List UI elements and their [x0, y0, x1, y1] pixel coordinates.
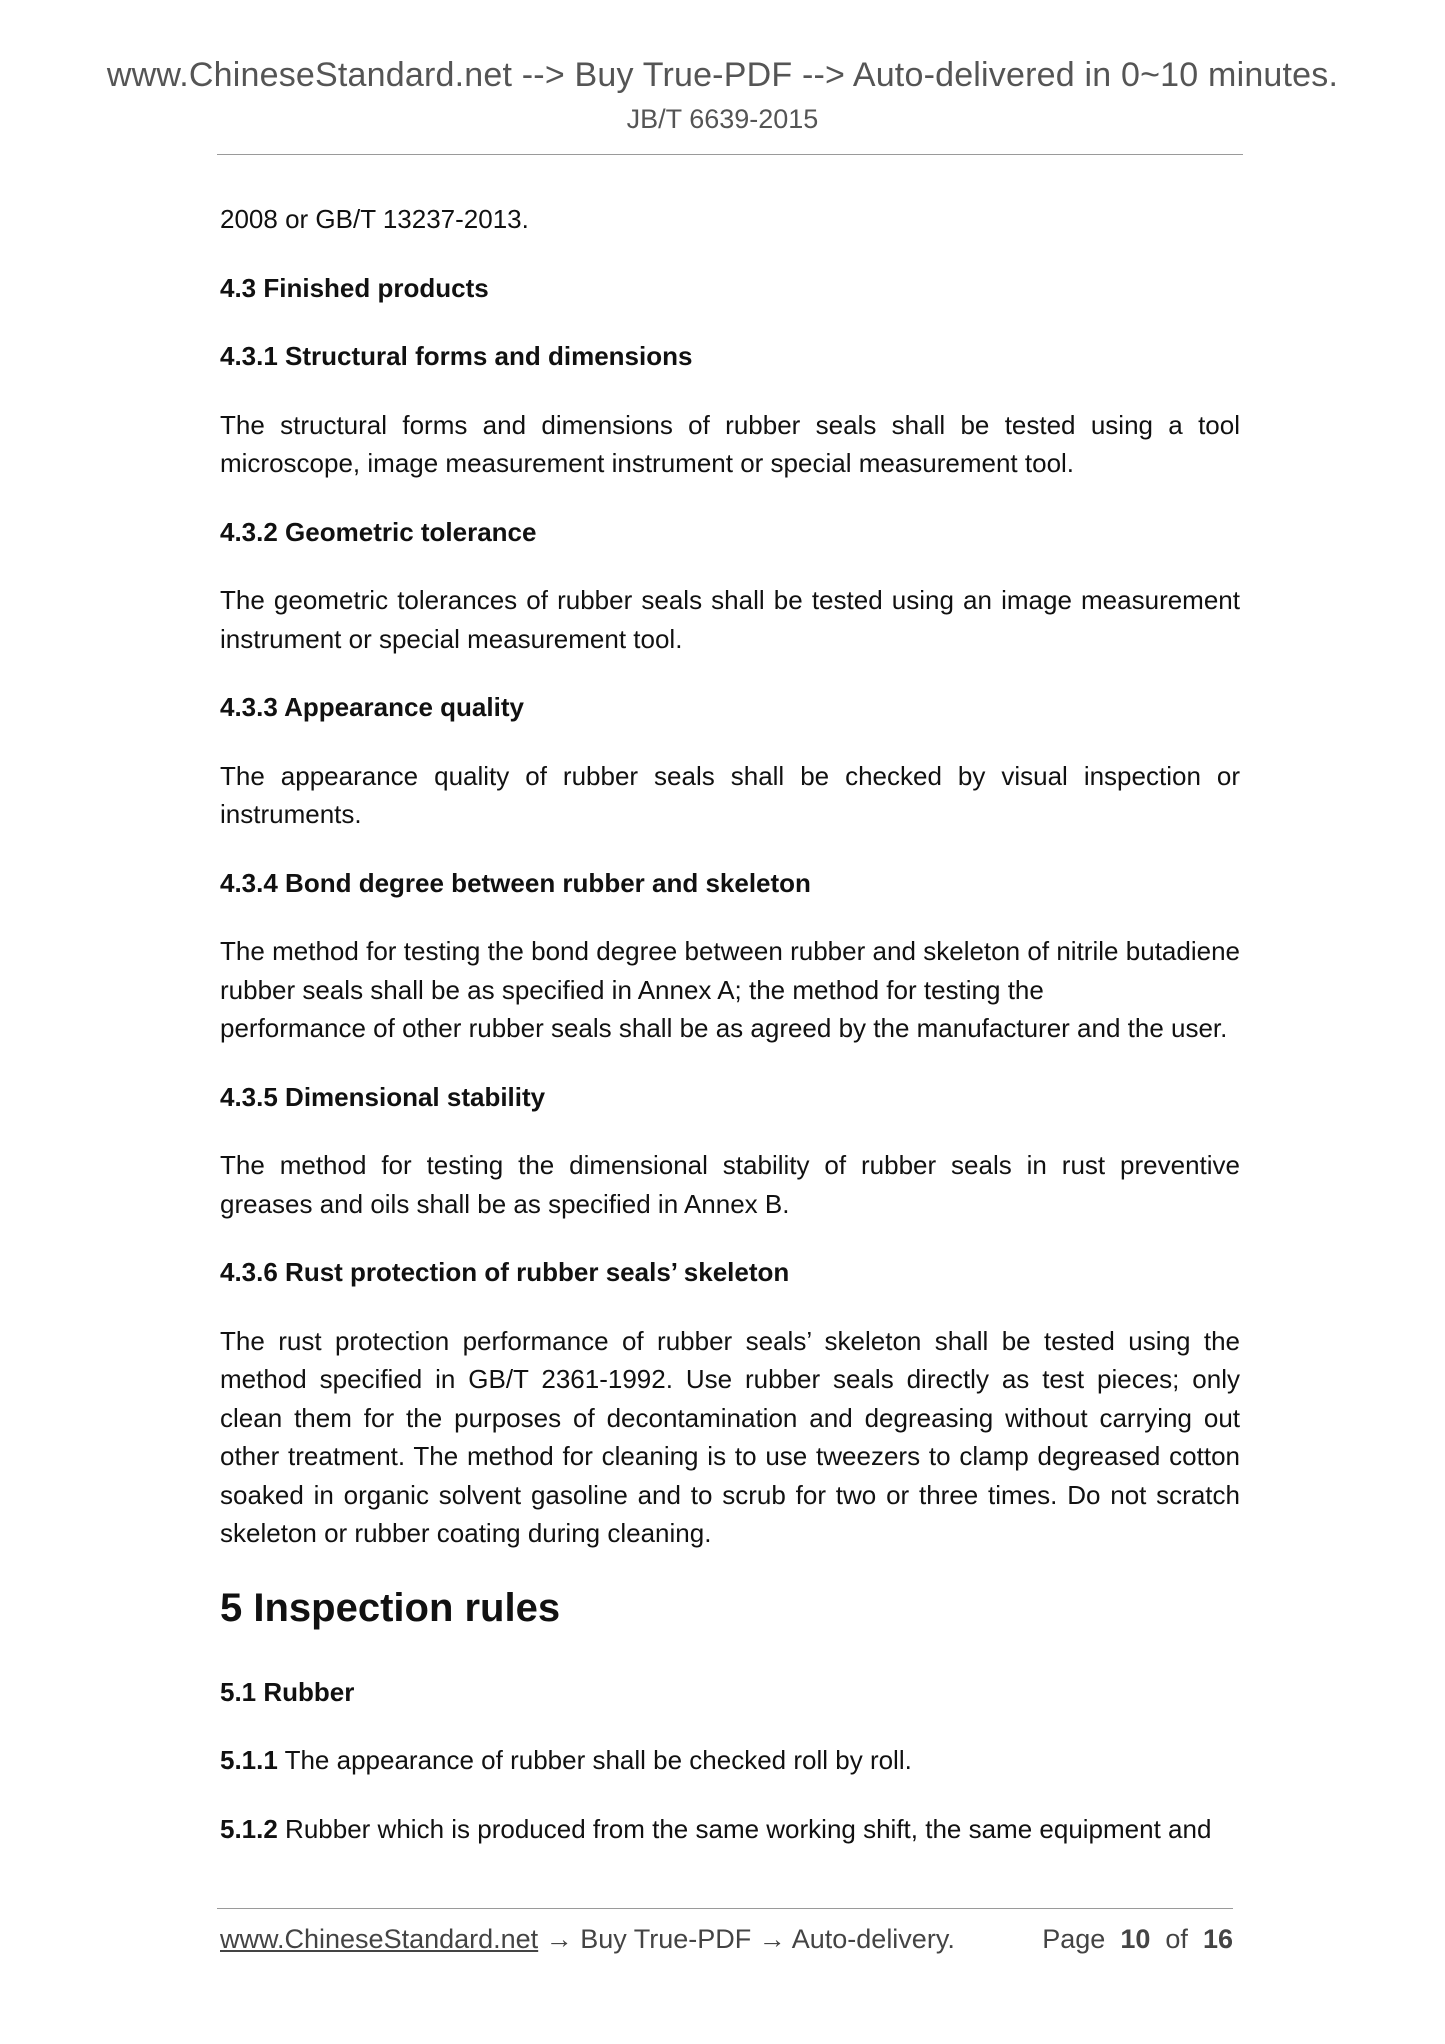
paragraph-4-3-1: The structural forms and dimensions of rubber seals shall be tested using a tool microscope, image measurement instrument or special measurement tool.: [220, 409, 1240, 478]
page-total: 16: [1202, 1924, 1233, 1954]
section-heading-4-3-2: 4.3.2 Geometric tolerance: [220, 516, 537, 547]
page-of-label: of: [1165, 1924, 1188, 1954]
paragraph-4-3-6: The rust protection performance of rubber seals’ skeleton shall be tested using the method specified in GB/T 2361-1992. Use rubber seals directly as test pieces; only clean them for the purposes of decontamination and degreasing without carrying out other treatment. The method for cleaning is to use tweezers to clamp degreased cotton soaked in organic solvent gasoline and to scrub for two or three times. Do not scratch skeleton or rubber coating during cleaning.: [220, 1325, 1240, 1548]
clause-5-1-1: [220, 1741, 1240, 1780]
section-heading-4-3-3: 4.3.3 Appearance quality: [220, 692, 524, 722]
continued-text: 2008 or GB/T 13237-2013.: [220, 204, 529, 234]
paragraph-4-3-3: The appearance quality of rubber seals shall be checked by visual inspection or instruments.: [220, 760, 1240, 829]
clause-5-1-2: [220, 1810, 1240, 1849]
document-code: JB/T 6639-2015: [626, 104, 819, 134]
paragraph-4-3-2: The geometric tolerances of rubber seals shall be tested using an image measurement instrument or special measurement tool.: [220, 585, 1240, 654]
chapter-heading-5: 5 Inspection rules: [220, 1585, 561, 1630]
header-divider: [217, 154, 1243, 155]
document-body: [220, 200, 1240, 1878]
page-label: Page: [1042, 1924, 1106, 1954]
section-heading-5-1: 5.1 Rubber: [220, 1676, 355, 1707]
paragraph-4-3-4-part-b: performance of other rubber seals shall be as agreed by the manufacturer and the user.: [220, 1013, 1228, 1043]
footer-link[interactable]: www.ChineseStandard.net: [220, 1924, 539, 1954]
paragraph-4-3-4: [220, 932, 1240, 1048]
footer-text: → Buy True-PDF → Auto-delivery.: [538, 1924, 955, 1954]
page-footer: [220, 1924, 1233, 1955]
top-banner: www.ChineseStandard.net --> Buy True-PDF --> Auto-delivered in 0~10 minutes.: [106, 56, 1339, 94]
section-heading-4-3: 4.3 Finished products: [220, 272, 489, 303]
paragraph-4-3-5: The method for testing the dimensional stability of rubber seals in rust preventive greases and oils shall be as specified in Annex B.: [220, 1150, 1240, 1219]
clause-text: Rubber which is produced from the same working shift, the same equipment and: [277, 1813, 1212, 1844]
section-heading-4-3-6: 4.3.6 Rust protection of rubber seals’ skeleton: [220, 1257, 790, 1287]
section-heading-4-3-5: 4.3.5 Dimensional stability: [220, 1081, 546, 1112]
footer-divider: [217, 1908, 1233, 1909]
clause-text: The appearance of rubber shall be checked roll by roll.: [277, 1745, 912, 1775]
page-indicator: [1042, 1924, 1233, 1955]
page-number: 10: [1120, 1924, 1151, 1954]
section-heading-4-3-4: 4.3.4 Bond degree between rubber and skeleton: [220, 867, 811, 898]
clause-number: 5.1.1: [220, 1745, 278, 1775]
clause-number: 5.1.2: [220, 1813, 278, 1844]
paragraph-4-3-4-part-a: The method for testing the bond degree between rubber and skeleton of nitrile butadiene rubber seals shall be as specified in Annex A; the method for testing the: [220, 936, 1240, 1005]
section-heading-4-3-1: 4.3.1 Structural forms and dimensions: [220, 341, 693, 371]
